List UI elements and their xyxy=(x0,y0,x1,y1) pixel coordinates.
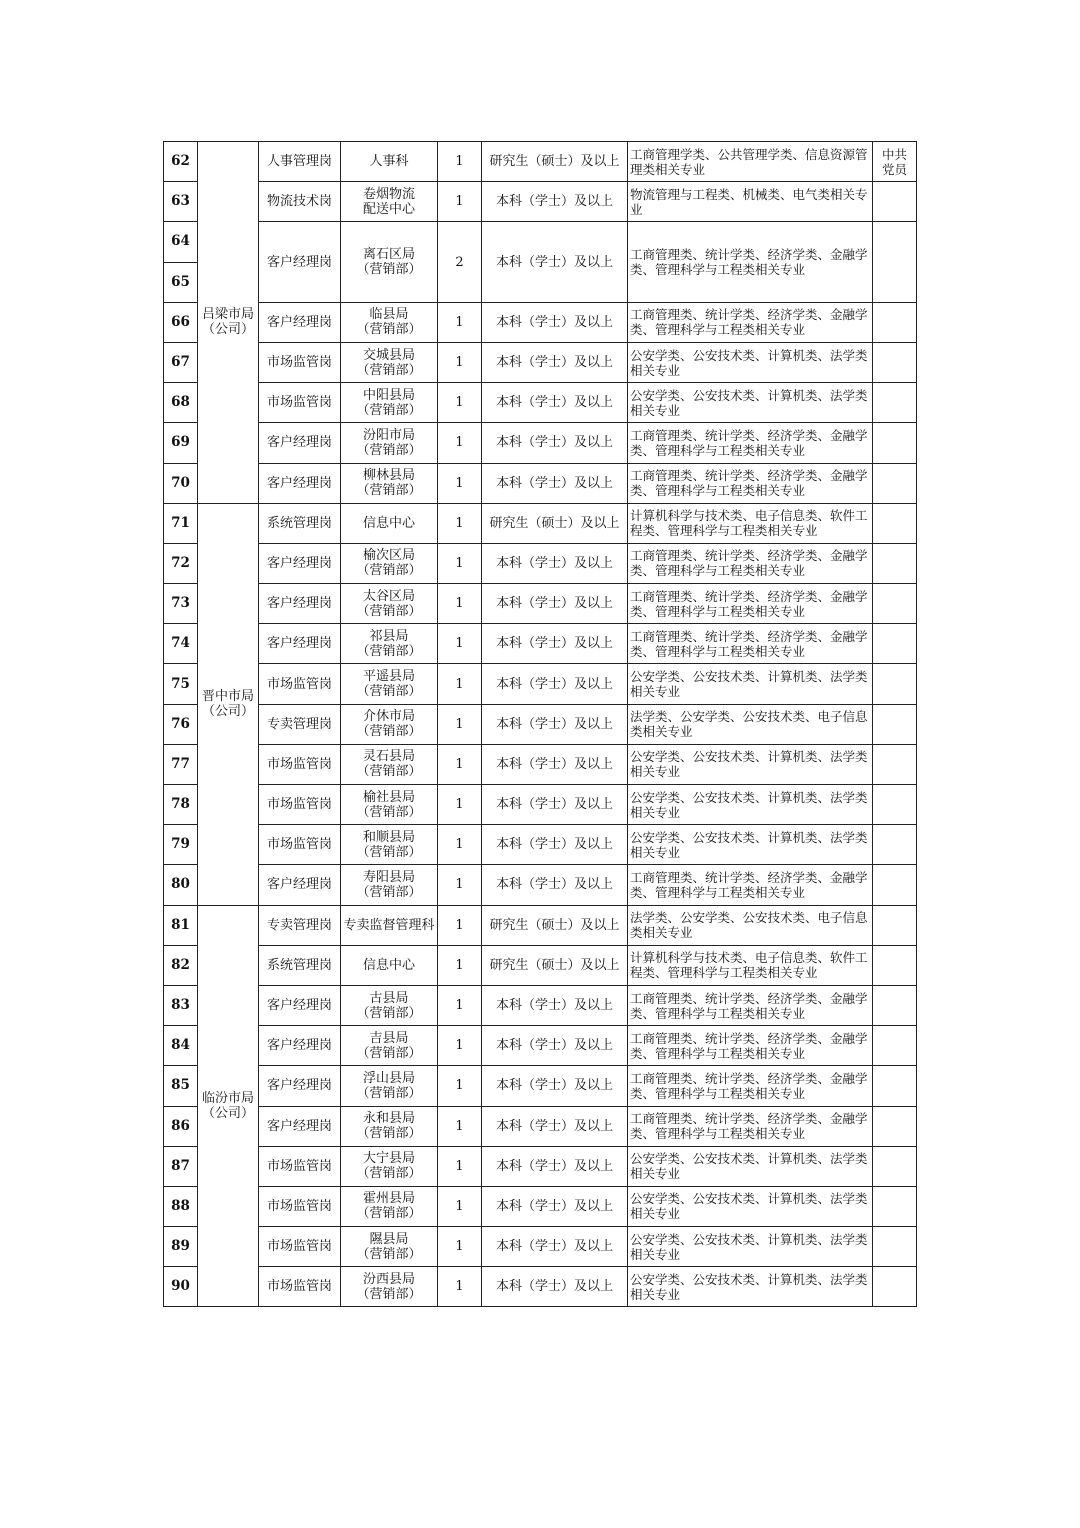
major-requirement: 公安学类、公安技术类、计算机类、法学类相关专业 xyxy=(628,664,873,704)
education: 本科（学士）及以上 xyxy=(482,182,628,222)
row-number: 62 xyxy=(164,142,198,182)
headcount: 1 xyxy=(438,1026,482,1066)
row-number: 81 xyxy=(164,905,198,945)
department: 信息中心 xyxy=(341,945,438,985)
department: 中阳县局 （营销部） xyxy=(341,383,438,423)
position-name: 市场监管岗 xyxy=(259,744,341,784)
table-row xyxy=(164,423,917,463)
headcount: 1 xyxy=(438,543,482,583)
remark xyxy=(873,905,917,945)
major-requirement: 法学类、公安学类、公安技术类、电子信息类相关专业 xyxy=(628,704,873,744)
position-name: 市场监管岗 xyxy=(259,342,341,382)
department: 和顺县局 （营销部） xyxy=(341,825,438,865)
headcount: 1 xyxy=(438,825,482,865)
headcount: 1 xyxy=(438,1227,482,1267)
remark xyxy=(873,1066,917,1106)
headcount: 1 xyxy=(438,463,482,503)
headcount: 1 xyxy=(438,383,482,423)
position-name: 市场监管岗 xyxy=(259,664,341,704)
row-number: 79 xyxy=(164,825,198,865)
education: 本科（学士）及以上 xyxy=(482,744,628,784)
headcount: 1 xyxy=(438,865,482,905)
education: 本科（学士）及以上 xyxy=(482,423,628,463)
table-row xyxy=(164,624,917,664)
major-requirement: 物流管理与工程类、机械类、电气类相关专业 xyxy=(628,182,873,222)
row-number: 80 xyxy=(164,865,198,905)
department: 汾阳市局 （营销部） xyxy=(341,423,438,463)
remark xyxy=(873,945,917,985)
department: 祁县局 （营销部） xyxy=(341,624,438,664)
table-row xyxy=(164,865,917,905)
headcount: 1 xyxy=(438,302,482,342)
department: 吉县局 （营销部） xyxy=(341,1026,438,1066)
education: 本科（学士）及以上 xyxy=(482,785,628,825)
table-row xyxy=(164,1267,917,1307)
education: 本科（学士）及以上 xyxy=(482,1227,628,1267)
position-name: 系统管理岗 xyxy=(259,945,341,985)
department: 大宁县局 （营销部） xyxy=(341,1146,438,1186)
position-name: 人事管理岗 xyxy=(259,142,341,182)
major-requirement: 公安学类、公安技术类、计算机类、法学类相关专业 xyxy=(628,825,873,865)
remark xyxy=(873,865,917,905)
department: 寿阳县局 （营销部） xyxy=(341,865,438,905)
major-requirement: 工商管理类、统计学类、经济学类、金融学类、管理科学与工程类相关专业 xyxy=(628,222,873,302)
row-number: 70 xyxy=(164,463,198,503)
headcount: 1 xyxy=(438,704,482,744)
remark xyxy=(873,1106,917,1146)
major-requirement: 工商管理类、统计学类、经济学类、金融学类、管理科学与工程类相关专业 xyxy=(628,1026,873,1066)
row-number: 76 xyxy=(164,704,198,744)
position-name: 市场监管岗 xyxy=(259,1227,341,1267)
education: 本科（学士）及以上 xyxy=(482,1146,628,1186)
city-bureau: 临汾市局 （公司） xyxy=(198,905,259,1307)
headcount: 2 xyxy=(438,222,482,302)
headcount: 1 xyxy=(438,1146,482,1186)
row-number: 66 xyxy=(164,302,198,342)
position-name: 专卖管理岗 xyxy=(259,905,341,945)
position-name: 客户经理岗 xyxy=(259,1066,341,1106)
major-requirement: 公安学类、公安技术类、计算机类、法学类相关专业 xyxy=(628,1267,873,1307)
department: 灵石县局 （营销部） xyxy=(341,744,438,784)
city-bureau: 吕梁市局 （公司） xyxy=(198,142,259,504)
department: 平遥县局 （营销部） xyxy=(341,664,438,704)
remark xyxy=(873,785,917,825)
table-row xyxy=(164,985,917,1025)
row-number: 82 xyxy=(164,945,198,985)
row-number: 86 xyxy=(164,1106,198,1146)
row-number: 88 xyxy=(164,1186,198,1226)
row-number: 75 xyxy=(164,664,198,704)
department: 专卖监督管理科 xyxy=(341,905,438,945)
table-row xyxy=(164,744,917,784)
position-name: 市场监管岗 xyxy=(259,825,341,865)
department: 榆社县局 （营销部） xyxy=(341,785,438,825)
headcount: 1 xyxy=(438,1106,482,1146)
major-requirement: 工商管理类、统计学类、经济学类、金融学类、管理科学与工程类相关专业 xyxy=(628,624,873,664)
row-number: 63 xyxy=(164,182,198,222)
position-name: 客户经理岗 xyxy=(259,302,341,342)
department: 霍州县局 （营销部） xyxy=(341,1186,438,1226)
major-requirement: 公安学类、公安技术类、计算机类、法学类相关专业 xyxy=(628,1227,873,1267)
row-number: 72 xyxy=(164,543,198,583)
position-name: 客户经理岗 xyxy=(259,543,341,583)
headcount: 1 xyxy=(438,945,482,985)
table-row xyxy=(164,664,917,704)
remark xyxy=(873,1026,917,1066)
department: 人事科 xyxy=(341,142,438,182)
remark xyxy=(873,302,917,342)
department: 信息中心 xyxy=(341,503,438,543)
headcount: 1 xyxy=(438,985,482,1025)
major-requirement: 公安学类、公安技术类、计算机类、法学类相关专业 xyxy=(628,1146,873,1186)
education: 研究生（硕士）及以上 xyxy=(482,503,628,543)
remark xyxy=(873,1267,917,1307)
education: 本科（学士）及以上 xyxy=(482,302,628,342)
remark xyxy=(873,624,917,664)
table-row xyxy=(164,704,917,744)
table-row xyxy=(164,503,917,543)
row-number: 84 xyxy=(164,1026,198,1066)
remark xyxy=(873,342,917,382)
position-name: 客户经理岗 xyxy=(259,1106,341,1146)
row-number: 87 xyxy=(164,1146,198,1186)
remark xyxy=(873,182,917,222)
headcount: 1 xyxy=(438,624,482,664)
education: 本科（学士）及以上 xyxy=(482,222,628,302)
table-row xyxy=(164,222,917,262)
row-number: 85 xyxy=(164,1066,198,1106)
department: 交城县局 （营销部） xyxy=(341,342,438,382)
major-requirement: 工商管理类、统计学类、经济学类、金融学类、管理科学与工程类相关专业 xyxy=(628,302,873,342)
position-name: 市场监管岗 xyxy=(259,785,341,825)
education: 本科（学士）及以上 xyxy=(482,1106,628,1146)
department: 汾西县局 （营销部） xyxy=(341,1267,438,1307)
education: 本科（学士）及以上 xyxy=(482,584,628,624)
headcount: 1 xyxy=(438,342,482,382)
position-name: 客户经理岗 xyxy=(259,624,341,664)
education: 本科（学士）及以上 xyxy=(482,543,628,583)
major-requirement: 公安学类、公安技术类、计算机类、法学类相关专业 xyxy=(628,342,873,382)
major-requirement: 公安学类、公安技术类、计算机类、法学类相关专业 xyxy=(628,744,873,784)
row-number: 83 xyxy=(164,985,198,1025)
major-requirement: 工商管理类、统计学类、经济学类、金融学类、管理科学与工程类相关专业 xyxy=(628,543,873,583)
remark xyxy=(873,664,917,704)
headcount: 1 xyxy=(438,1267,482,1307)
department: 离石区局 （营销部） xyxy=(341,222,438,302)
table-row xyxy=(164,1186,917,1226)
remark xyxy=(873,1186,917,1226)
education: 研究生（硕士）及以上 xyxy=(482,905,628,945)
remark xyxy=(873,463,917,503)
department: 隰县局 （营销部） xyxy=(341,1227,438,1267)
department: 榆次区局 （营销部） xyxy=(341,543,438,583)
education: 本科（学士）及以上 xyxy=(482,342,628,382)
row-number: 69 xyxy=(164,423,198,463)
headcount: 1 xyxy=(438,664,482,704)
table-row xyxy=(164,1106,917,1146)
major-requirement: 工商管理类、统计学类、经济学类、金融学类、管理科学与工程类相关专业 xyxy=(628,463,873,503)
headcount: 1 xyxy=(438,142,482,182)
major-requirement: 工商管理类、统计学类、经济学类、金融学类、管理科学与工程类相关专业 xyxy=(628,584,873,624)
table-row xyxy=(164,1066,917,1106)
major-requirement: 计算机科学与技术类、电子信息类、软件工程类、管理科学与工程类相关专业 xyxy=(628,945,873,985)
table-row xyxy=(164,182,917,222)
education: 本科（学士）及以上 xyxy=(482,985,628,1025)
row-number: 89 xyxy=(164,1227,198,1267)
education: 本科（学士）及以上 xyxy=(482,624,628,664)
remark xyxy=(873,985,917,1025)
headcount: 1 xyxy=(438,503,482,543)
headcount: 1 xyxy=(438,905,482,945)
headcount: 1 xyxy=(438,584,482,624)
remark xyxy=(873,383,917,423)
position-name: 客户经理岗 xyxy=(259,865,341,905)
education: 本科（学士）及以上 xyxy=(482,1267,628,1307)
remark xyxy=(873,825,917,865)
department: 临县局 （营销部） xyxy=(341,302,438,342)
position-name: 物流技术岗 xyxy=(259,182,341,222)
education: 本科（学士）及以上 xyxy=(482,825,628,865)
education: 本科（学士）及以上 xyxy=(482,1066,628,1106)
table-row xyxy=(164,302,917,342)
position-name: 市场监管岗 xyxy=(259,1186,341,1226)
row-number: 68 xyxy=(164,383,198,423)
remark xyxy=(873,543,917,583)
education: 本科（学士）及以上 xyxy=(482,1026,628,1066)
table-row xyxy=(164,1146,917,1186)
remark xyxy=(873,1146,917,1186)
table-row xyxy=(164,584,917,624)
table-row xyxy=(164,543,917,583)
education: 研究生（硕士）及以上 xyxy=(482,142,628,182)
city-bureau: 晋中市局 （公司） xyxy=(198,503,259,905)
row-number: 67 xyxy=(164,342,198,382)
recruitment-table xyxy=(163,141,917,1307)
position-name: 客户经理岗 xyxy=(259,423,341,463)
department: 永和县局 （营销部） xyxy=(341,1106,438,1146)
headcount: 1 xyxy=(438,423,482,463)
major-requirement: 计算机科学与技术类、电子信息类、软件工程类、管理科学与工程类相关专业 xyxy=(628,503,873,543)
position-name: 专卖管理岗 xyxy=(259,704,341,744)
remark xyxy=(873,222,917,302)
table-row xyxy=(164,342,917,382)
position-name: 客户经理岗 xyxy=(259,463,341,503)
position-name: 市场监管岗 xyxy=(259,1267,341,1307)
row-number: 64 xyxy=(164,222,198,262)
major-requirement: 法学类、公安学类、公安技术类、电子信息类相关专业 xyxy=(628,905,873,945)
department: 柳林县局 （营销部） xyxy=(341,463,438,503)
remark xyxy=(873,704,917,744)
education: 本科（学士）及以上 xyxy=(482,1186,628,1226)
row-number: 78 xyxy=(164,785,198,825)
position-name: 客户经理岗 xyxy=(259,985,341,1025)
remark xyxy=(873,423,917,463)
table-row xyxy=(164,463,917,503)
table-row xyxy=(164,383,917,423)
table-row xyxy=(164,1227,917,1267)
education: 研究生（硕士）及以上 xyxy=(482,945,628,985)
department: 介休市局 （营销部） xyxy=(341,704,438,744)
table-row xyxy=(164,785,917,825)
headcount: 1 xyxy=(438,182,482,222)
major-requirement: 公安学类、公安技术类、计算机类、法学类相关专业 xyxy=(628,1186,873,1226)
table-row xyxy=(164,945,917,985)
remark xyxy=(873,744,917,784)
education: 本科（学士）及以上 xyxy=(482,463,628,503)
table-row xyxy=(164,142,917,182)
position-name: 市场监管岗 xyxy=(259,1146,341,1186)
headcount: 1 xyxy=(438,744,482,784)
remark xyxy=(873,1227,917,1267)
major-requirement: 工商管理类、统计学类、经济学类、金融学类、管理科学与工程类相关专业 xyxy=(628,865,873,905)
row-number: 73 xyxy=(164,584,198,624)
remark: 中共 党员 xyxy=(873,142,917,182)
position-name: 客户经理岗 xyxy=(259,1026,341,1066)
major-requirement: 工商管理类、统计学类、经济学类、金融学类、管理科学与工程类相关专业 xyxy=(628,423,873,463)
headcount: 1 xyxy=(438,1186,482,1226)
education: 本科（学士）及以上 xyxy=(482,704,628,744)
department: 太谷区局 （营销部） xyxy=(341,584,438,624)
row-number: 65 xyxy=(164,262,198,302)
position-name: 市场监管岗 xyxy=(259,383,341,423)
table-row xyxy=(164,905,917,945)
remark xyxy=(873,584,917,624)
position-name: 客户经理岗 xyxy=(259,584,341,624)
department: 浮山县局 （营销部） xyxy=(341,1066,438,1106)
table-row xyxy=(164,825,917,865)
department: 卷烟物流 配送中心 xyxy=(341,182,438,222)
position-name: 客户经理岗 xyxy=(259,222,341,302)
major-requirement: 公安学类、公安技术类、计算机类、法学类相关专业 xyxy=(628,785,873,825)
row-number: 77 xyxy=(164,744,198,784)
remark xyxy=(873,503,917,543)
department: 古县局 （营销部） xyxy=(341,985,438,1025)
headcount: 1 xyxy=(438,785,482,825)
row-number: 74 xyxy=(164,624,198,664)
major-requirement: 工商管理学类、公共管理学类、信息资源管理类相关专业 xyxy=(628,142,873,182)
position-name: 系统管理岗 xyxy=(259,503,341,543)
education: 本科（学士）及以上 xyxy=(482,865,628,905)
major-requirement: 工商管理类、统计学类、经济学类、金融学类、管理科学与工程类相关专业 xyxy=(628,1066,873,1106)
education: 本科（学士）及以上 xyxy=(482,383,628,423)
table-row xyxy=(164,1026,917,1066)
major-requirement: 工商管理类、统计学类、经济学类、金融学类、管理科学与工程类相关专业 xyxy=(628,985,873,1025)
row-number: 90 xyxy=(164,1267,198,1307)
major-requirement: 工商管理类、统计学类、经济学类、金融学类、管理科学与工程类相关专业 xyxy=(628,1106,873,1146)
row-number: 71 xyxy=(164,503,198,543)
major-requirement: 公安学类、公安技术类、计算机类、法学类相关专业 xyxy=(628,383,873,423)
headcount: 1 xyxy=(438,1066,482,1106)
education: 本科（学士）及以上 xyxy=(482,664,628,704)
